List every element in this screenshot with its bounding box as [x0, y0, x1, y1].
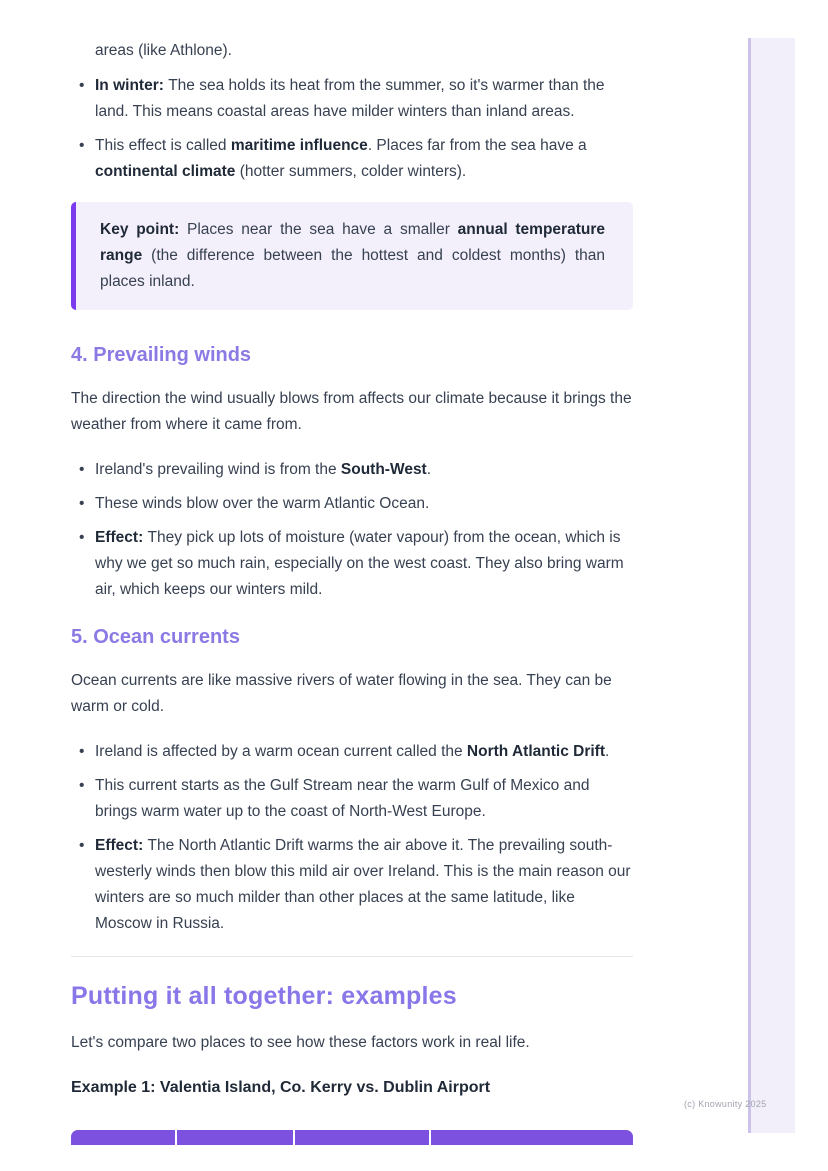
- summary-heading: Putting it all together: examples: [71, 982, 457, 1010]
- comparison-table-header: [71, 1130, 633, 1145]
- ocean-currents-intro: Ocean currents are like massive rivers of water flowing in the sea. They can be warm or cold.: [71, 672, 612, 715]
- table-header-cell: [431, 1130, 633, 1145]
- prevailing-winds-intro: The direction the wind usually blows from affects our climate because it brings the weather from where it came from.: [71, 390, 632, 433]
- maritime-influence-list: [71, 73, 633, 185]
- watermark: (c) Knowunity 2025: [684, 1099, 767, 1109]
- prevailing-winds-list: [71, 457, 633, 603]
- list-item: • These winds blow over the warm Atlantic Ocean.: [95, 491, 633, 517]
- next-page-edge-strip: [748, 38, 795, 1133]
- list-item: • This current starts as the Gulf Stream near the warm Gulf of Mexico and brings warm water up to the coast of North-West Europe.: [95, 773, 633, 825]
- list-item: • Ireland is affected by a warm ocean current called the North Atlantic Drift.: [95, 739, 633, 765]
- continuation-text: areas (like Athlone).: [95, 42, 232, 59]
- section-divider: [71, 956, 633, 957]
- list-item: • In winter: The sea holds its heat from the summer, so it's warmer than the land. This means coastal areas have milder winters than inland areas.: [95, 73, 633, 125]
- list-item: • Ireland's prevailing wind is from the South-West.: [95, 457, 633, 483]
- table-header-cell: [177, 1130, 293, 1145]
- summary-intro: Let's compare two places to see how these factors work in real life.: [71, 1034, 530, 1051]
- ocean-currents-list: [71, 739, 633, 937]
- list-item: • This effect is called maritime influence. Places far from the sea have a continental climate (hotter summers, colder winters).: [95, 133, 633, 185]
- list-item: • Effect: The North Atlantic Drift warms the air above it. The prevailing south-westerly winds then blow this mild air over Ireland. This is the main reason our winters are so much milder than other places at the same latitude, like Moscow in Russia.: [95, 833, 633, 937]
- example-title: Example 1: Valentia Island, Co. Kerry vs. Dublin Airport: [71, 1079, 491, 1096]
- list-item: • Effect: They pick up lots of moisture (water vapour) from the ocean, which is why we get so much rain, especially on the west coast. They also bring warm air, which keeps our winters mild.: [95, 525, 633, 603]
- section-heading-ocean-currents: 5. Ocean currents: [71, 626, 240, 648]
- key-point-callout: Key point: Places near the sea have a smaller annual temperature range (the difference between the hottest and coldest months) than places inland.: [71, 202, 633, 310]
- table-header-cell: [295, 1130, 429, 1145]
- document-page: [71, 38, 633, 1145]
- section-heading-prevailing-winds: 4. Prevailing winds: [71, 344, 252, 366]
- table-header-cell: [71, 1130, 175, 1145]
